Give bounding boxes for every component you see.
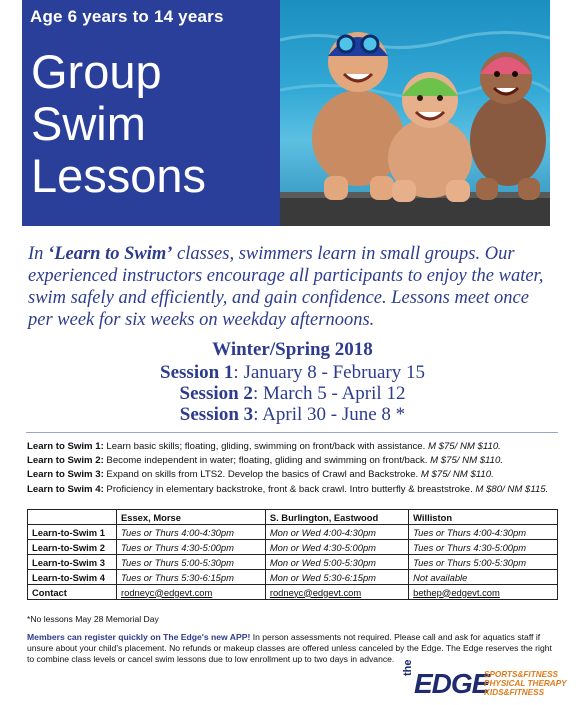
level-item xyxy=(27,440,567,454)
row-level: Learn-to-Swim 2 xyxy=(28,540,117,555)
time-cell: Mon or Wed 5:00-5:30pm xyxy=(265,555,408,570)
time-cell: Mon or Wed 4:30-5:00pm xyxy=(265,540,408,555)
level-desc: Proficiency in elementary backstroke, front & back crawl. Intro butterfly & breaststroke. xyxy=(103,483,476,495)
hero-banner xyxy=(22,0,550,226)
policy-text: In person assessments not required. Please call and ask for aquatics staff if unsure about your child's placement. No refunds or makeup classes are offered unless canceled by the Edge. The Edge reserves the right to combine class levels or cancel swim lessons due to low enrollment up to two days in advance. xyxy=(27,632,552,664)
holiday-note: *No lessons May 28 Memorial Day xyxy=(27,614,159,624)
time-cell: Not available xyxy=(409,570,558,585)
intro-paragraph xyxy=(28,243,558,331)
time-cell: Tues or Thurs 4:00-4:30pm xyxy=(117,525,266,540)
table-header-row xyxy=(28,510,558,525)
table-row xyxy=(28,525,558,540)
session-3 xyxy=(0,404,585,426)
table-row xyxy=(28,570,558,585)
title-line-2: Swim xyxy=(31,97,146,150)
level-name: Learn to Swim 3: xyxy=(27,469,104,481)
title-line-3: Lessons xyxy=(31,149,207,202)
title-line-1: Group xyxy=(31,45,162,98)
session-3-dates: : April 30 - June 8 * xyxy=(253,404,406,425)
logo-wordmark: EDGE xyxy=(414,668,490,699)
time-cell: Tues or Thurs 4:00-4:30pm xyxy=(409,525,558,540)
session-1-label: Session 1 xyxy=(160,362,234,383)
level-desc: Learn basic skills; floating, gliding, swimming on front/back with assistance. xyxy=(103,441,428,452)
level-item xyxy=(27,468,567,482)
session-1 xyxy=(0,362,585,384)
level-item xyxy=(27,483,567,497)
level-desc: Expand on skills from LTS2. Develop the basics of Crawl and Backstroke. xyxy=(103,469,421,481)
column-header-essex: Essex, Morse xyxy=(117,510,266,525)
divider xyxy=(26,432,558,433)
session-2-label: Session 2 xyxy=(179,383,253,404)
logo-the: the xyxy=(402,659,414,676)
time-cell: Tues or Thurs 5:30-6:15pm xyxy=(117,570,266,585)
app-promo: Members can register quickly on The Edge's new APP! xyxy=(27,632,251,642)
logo-taglines xyxy=(484,670,567,697)
contact-email-link[interactable]: rodneyc@edgevt.com xyxy=(265,585,408,600)
contact-email-link[interactable]: rodneyc@edgevt.com xyxy=(117,585,266,600)
contact-row xyxy=(28,585,558,600)
level-item xyxy=(27,454,567,468)
intro-program-name: ‘Learn to Swim’ xyxy=(48,244,173,264)
contact-email-link[interactable]: bethep@edgevt.com xyxy=(409,585,558,600)
session-2 xyxy=(0,383,585,405)
column-header-williston: Williston xyxy=(409,510,558,525)
time-cell: Tues or Thurs 5:00-5:30pm xyxy=(117,555,266,570)
season-heading: Winter/Spring 2018 xyxy=(212,339,373,360)
row-level: Learn-to-Swim 1 xyxy=(28,525,117,540)
column-header xyxy=(28,510,117,525)
level-price: M $80/ NM $115. xyxy=(475,483,549,495)
schedule-table xyxy=(27,509,558,600)
level-price: M $75/ NM $110. xyxy=(420,469,494,481)
time-cell: Tues or Thurs 4:30-5:00pm xyxy=(409,540,558,555)
hero-title-panel xyxy=(22,0,280,226)
table-row xyxy=(28,540,558,555)
session-1-dates: : January 8 - February 15 xyxy=(233,362,425,383)
time-cell: Mon or Wed 4:00-4:30pm xyxy=(265,525,408,540)
session-2-dates: : March 5 - April 12 xyxy=(252,383,406,404)
intro-body: classes, swimmers learn in small groups. Our experienced instructors encourage all participants to enjoy the water, swim safely and efficiently, and gain confidence. Lessons meet once per week for six weeks on weekday afternoons. xyxy=(28,244,544,330)
column-header-s-burlington: S. Burlington, Eastwood xyxy=(265,510,408,525)
level-descriptions xyxy=(27,440,567,497)
logo-tagline: KIDS&FITNESS xyxy=(484,688,545,697)
level-name: Learn to Swim 2: xyxy=(27,455,104,467)
contact-label: Contact xyxy=(28,585,117,600)
age-range: Age 6 years to 14 years xyxy=(30,7,224,26)
logo-tagline: PHYSICAL THERAPY xyxy=(484,679,567,688)
time-cell: Tues or Thurs 5:00-5:30pm xyxy=(409,555,558,570)
row-level: Learn-to-Swim 4 xyxy=(28,570,117,585)
row-level: Learn-to-Swim 3 xyxy=(28,555,117,570)
kids-in-pool-photo xyxy=(280,0,550,226)
level-price: M $75/ NM $110. xyxy=(427,441,501,452)
level-price: M $75/ NM $110. xyxy=(430,455,504,467)
session-3-label: Session 3 xyxy=(179,404,254,425)
logo-tagline: SPORTS&FITNESS xyxy=(484,670,559,679)
table-row xyxy=(28,555,558,570)
level-name: Learn to Swim 4: xyxy=(27,483,104,495)
intro-pre: In xyxy=(28,244,49,264)
fine-print xyxy=(27,632,557,665)
the-edge-logo xyxy=(402,659,567,702)
time-cell: Mon or Wed 5:30-6:15pm xyxy=(265,570,408,585)
time-cell: Tues or Thurs 4:30-5:00pm xyxy=(117,540,266,555)
level-desc: Become independent in water; floating, gliding and swimming on front/back. xyxy=(103,455,431,467)
level-name: Learn to Swim 1: xyxy=(27,441,104,452)
